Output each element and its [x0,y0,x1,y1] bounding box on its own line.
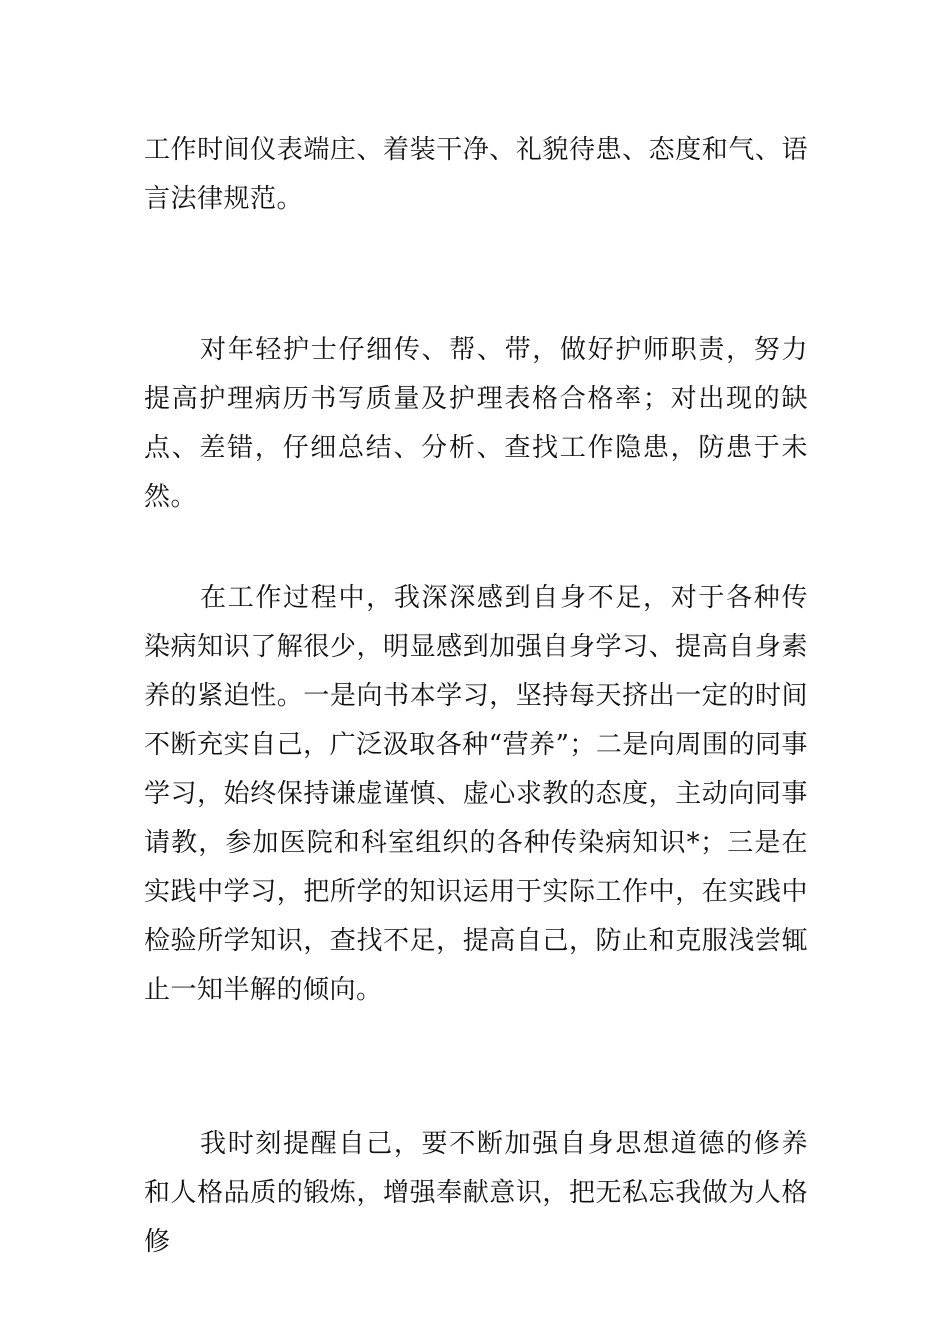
paragraph-self-cultivation: 我时刻提醒自己，要不断加强自身思想道德的修养和人格品质的锻炼，增强奉献意识，把无私忘我做为人格修 [144,1129,808,1257]
paragraph-continuation: 工作时间仪表端庄、着装干净、礼貌待患、态度和气、语言法律规范。 [144,135,808,214]
paragraph-mentoring: 对年轻护士仔细传、帮、带，做好护师职责，努力提高护理病历书写质量及护理表格合格率；对出现的缺点、差错，仔细总结、分析、查找工作隐患，防患于未然。 [144,335,808,512]
paragraph-learning: 在工作过程中，我深深感到自身不足，对于各种传染病知识了解很少，明显感到加强自身学习、提高自身素养的紧迫性。一是向书本学习，坚持每天挤出一定的时间不断充实自己，广泛汲取各种“营养”；二是向周围的同事学习，始终保持谦虚谨慎、虚心求教的态度，主动向同事请教，参加医院和科室组织的各种传染病知识*；三是在实践中学习，把所学的知识运用于实际工作中，在实践中检验所学知识，查找不足，提高自己，防止和克服浅尝辄止一知半解的倾向。 [144,583,808,1005]
